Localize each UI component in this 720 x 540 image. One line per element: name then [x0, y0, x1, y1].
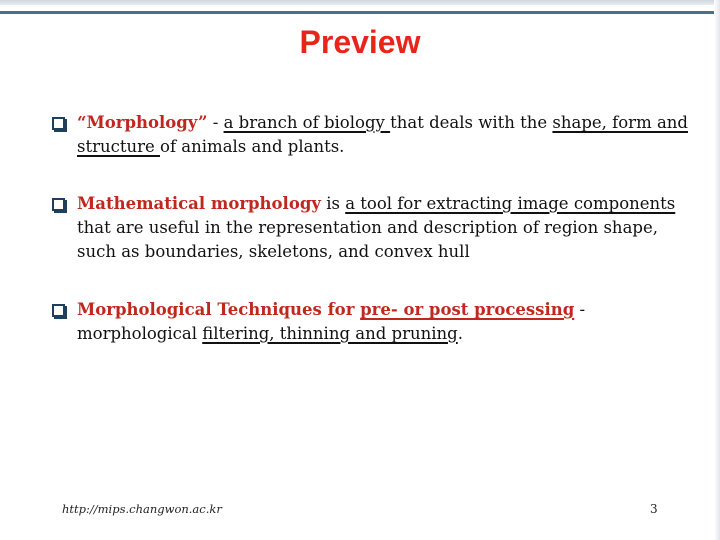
slide-title: Preview	[299, 24, 421, 60]
bullet-segment: shape, form and structure	[77, 113, 688, 156]
bullet-segment: of animals and plants.	[160, 137, 345, 156]
bullet-text	[77, 298, 692, 346]
footer-url: http://mips.changwon.ac.kr	[62, 502, 222, 516]
checkbox-bullet-icon	[52, 304, 65, 317]
bullet-segment: .	[457, 324, 463, 343]
bullet-term: Mathematical morphology	[77, 194, 321, 213]
bullet-segment: is	[320, 194, 346, 213]
bullet-morphology	[52, 111, 692, 159]
checkbox-bullet-icon	[52, 117, 65, 130]
bullet-text	[77, 111, 692, 159]
top-border	[0, 0, 720, 5]
bullet-text	[77, 192, 692, 264]
bullet-term: Morphological Techniques for	[77, 300, 361, 319]
bullet-mathematical-morphology	[52, 192, 692, 264]
bullet-term: “Morphology”	[77, 113, 208, 132]
bullet-segment: filtering, thinning and pruning	[202, 324, 458, 343]
bullet-segment: a branch of biology	[223, 113, 391, 132]
bullet-segment: a tool for extracting image components	[345, 194, 676, 213]
bullet-segment: that are useful in the representation and description of region shape, such as boundaries, skeletons, and convex hull	[77, 218, 658, 261]
bullet-segment: -	[207, 113, 224, 132]
bullet-segment: that deals with the	[390, 113, 553, 132]
page-number: 3	[650, 502, 658, 516]
right-edge-shade	[714, 0, 720, 540]
bullet-term: pre- or post processing	[360, 300, 575, 319]
bullet-morphological-techniques	[52, 298, 692, 346]
checkbox-bullet-icon	[52, 198, 65, 211]
top-border-line	[0, 11, 720, 14]
bullet-segment: - morphological	[77, 300, 586, 343]
